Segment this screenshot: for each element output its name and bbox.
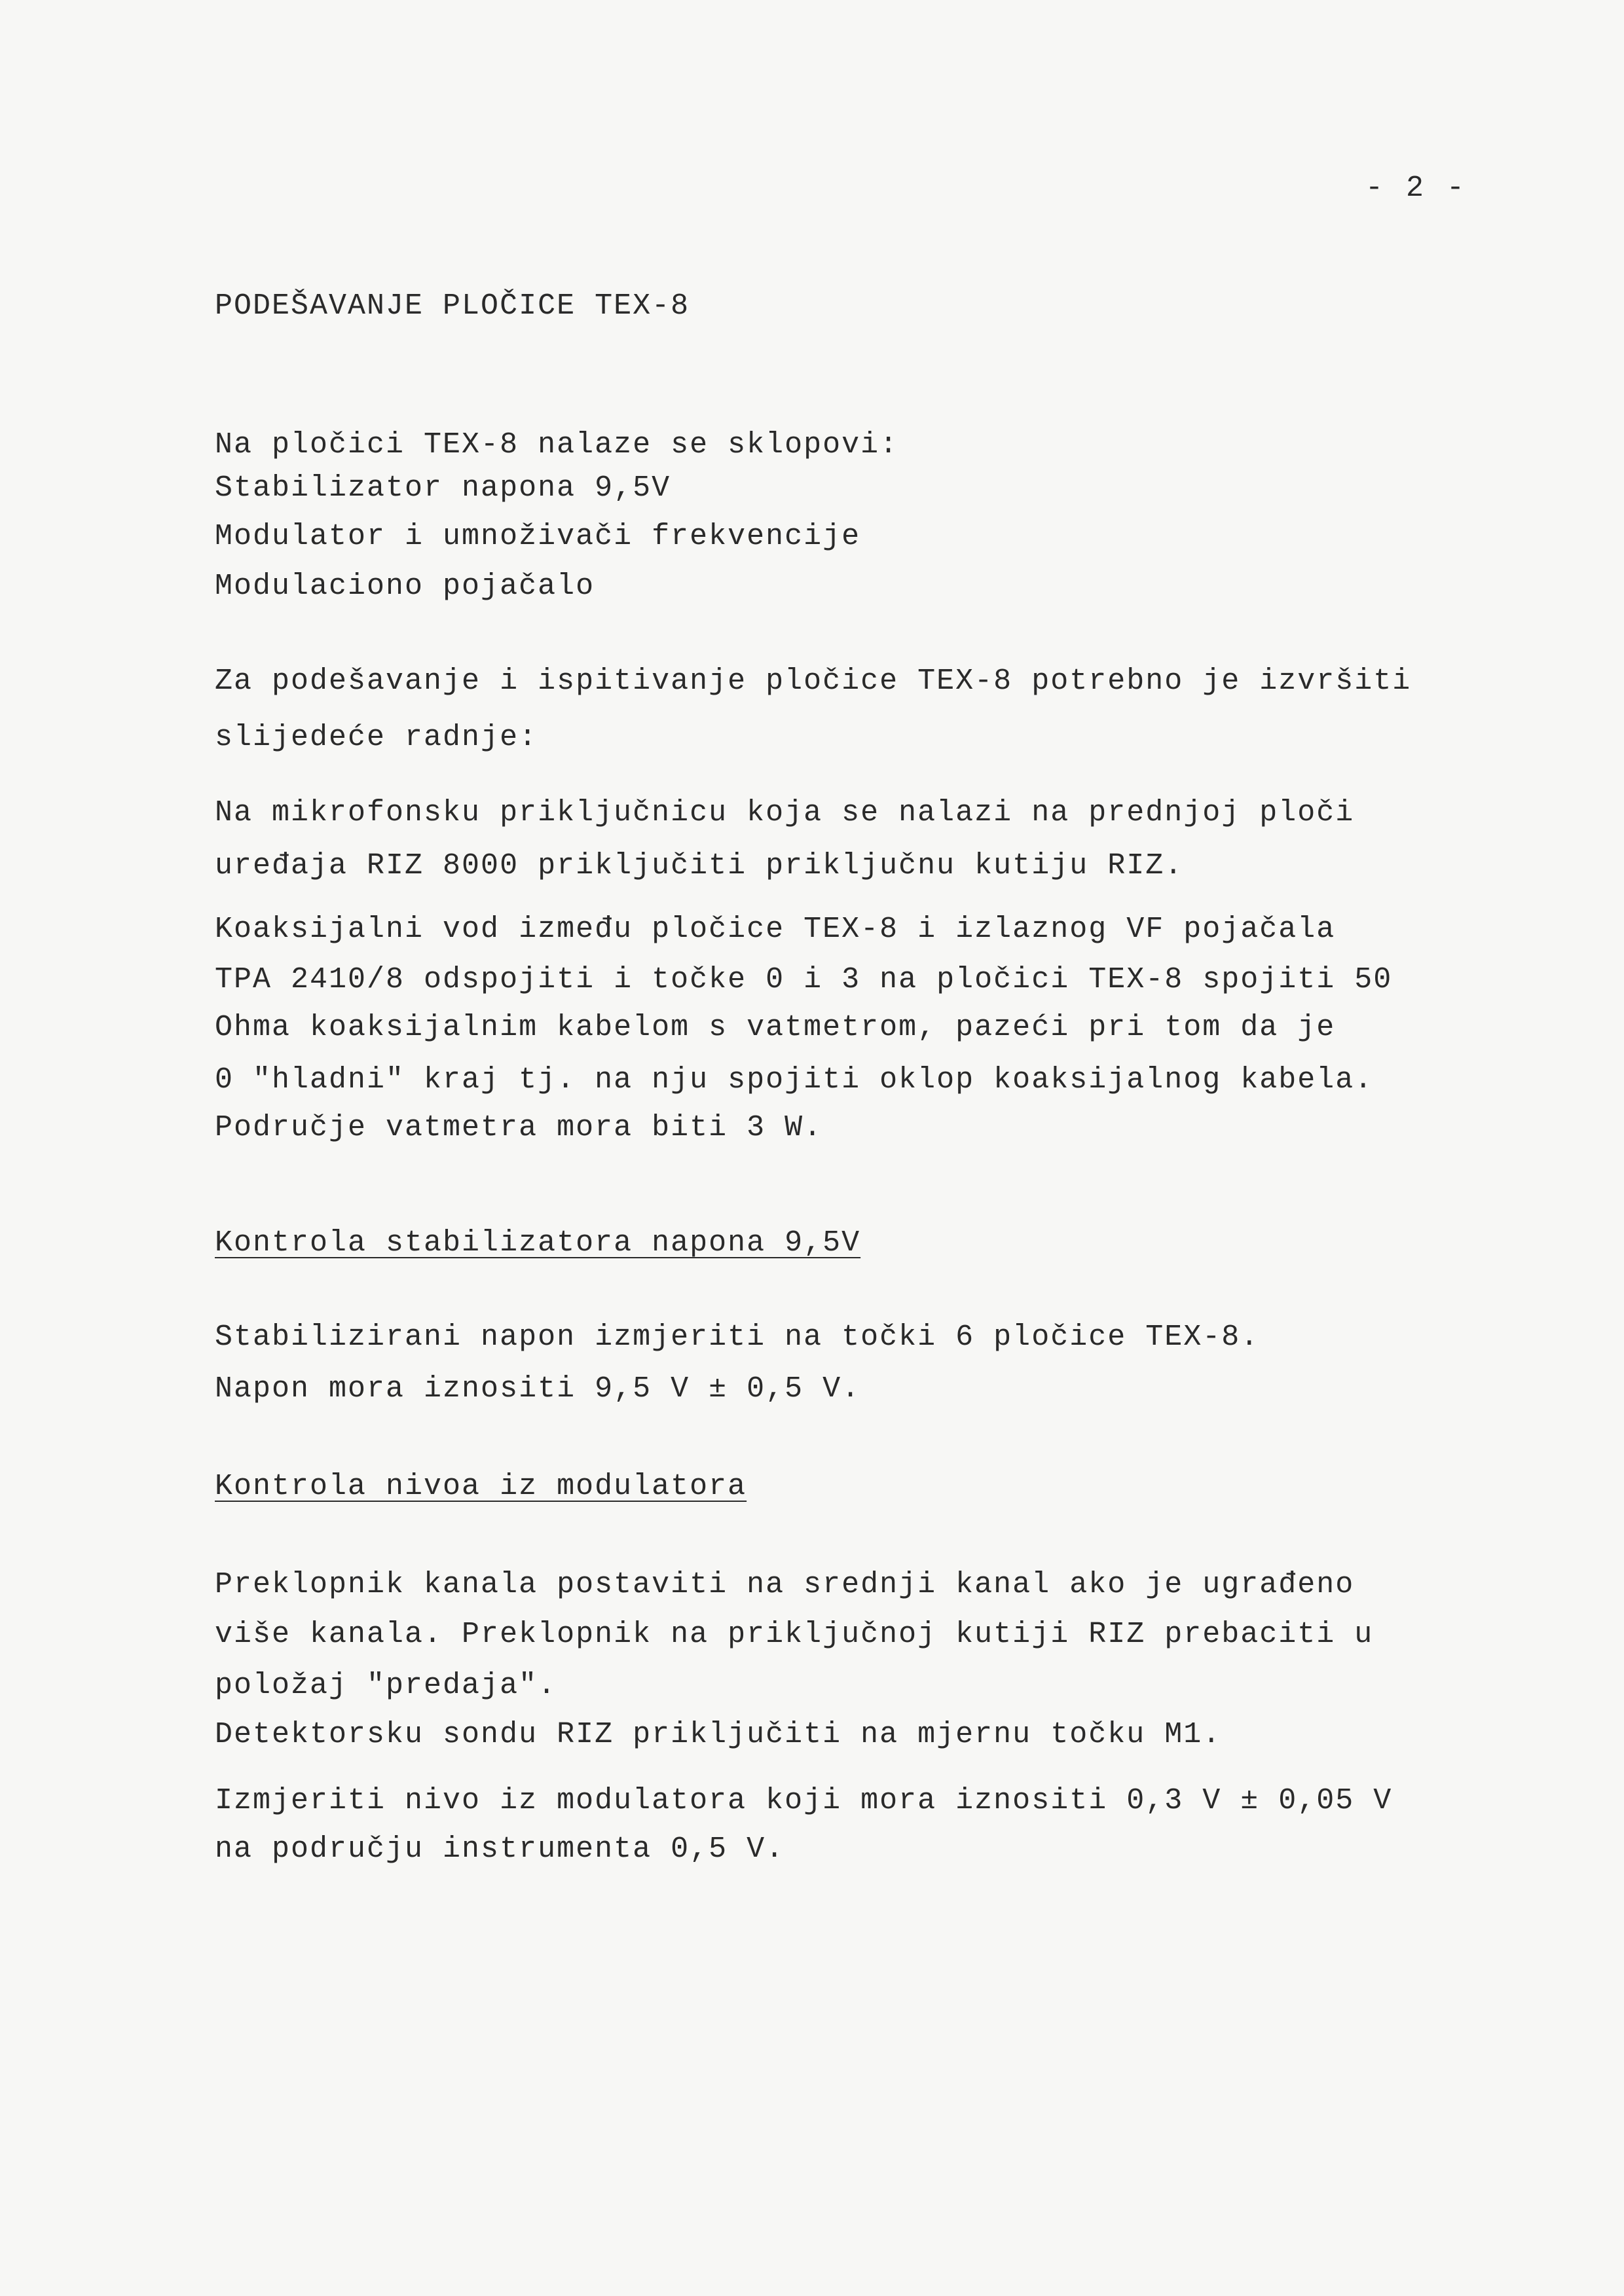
modulator-line: na području instrumenta 0,5 V. (215, 1832, 785, 1866)
step2-line: Ohma koaksijalnim kabelom s vatmetrom, pazeći pri tom da je (215, 1011, 1336, 1044)
page-number: - 2 - (1365, 172, 1467, 205)
preparation-line: slijedeće radnje: (215, 721, 538, 754)
preparation-line: Za podešavanje i ispitivanje pločice TEX-8 potrebno je izvršiti (215, 665, 1412, 698)
modulator-line: više kanala. Preklopnik na priključnoj kutiji RIZ prebaciti u (215, 1618, 1374, 1651)
modulator-line: Izmjeriti nivo iz modulatora koji mora iznositi 0,3 V ± 0,05 V (215, 1784, 1393, 1817)
intro-item: Modulaciono pojačalo (215, 570, 595, 603)
stabilizer-line: Stabilizirani napon izmjeriti na točki 6 pločice TEX-8. (215, 1321, 1260, 1354)
intro-item: Stabilizator napona 9,5V (215, 471, 671, 505)
step2-line: Koaksijalni vod između pločice TEX-8 i izlaznog VF pojačala (215, 913, 1336, 946)
section-heading-stabilizer: Kontrola stabilizatora napona 9,5V (215, 1226, 861, 1260)
modulator-line: Detektorsku sondu RIZ priključiti na mjernu točku M1. (215, 1718, 1222, 1751)
step2-line: 0 "hladni" kraj tj. na nju spojiti oklop koaksijalnog kabela. (215, 1063, 1374, 1097)
section-heading-modulator: Kontrola nivoa iz modulatora (215, 1470, 747, 1503)
modulator-line: Preklopnik kanala postaviti na srednji kanal ako je ugrađeno (215, 1568, 1355, 1601)
step2-line: Područje vatmetra mora biti 3 W. (215, 1111, 823, 1144)
step1-line: Na mikrofonsku priključnicu koja se nalazi na prednjoj ploči (215, 796, 1355, 829)
step2-line: TPA 2410/8 odspojiti i točke 0 i 3 na pločici TEX-8 spojiti 50 (215, 963, 1393, 996)
page-title: PODEŠAVANJE PLOČICE TEX-8 (215, 289, 690, 323)
stabilizer-line: Napon mora iznositi 9,5 V ± 0,5 V. (215, 1372, 861, 1406)
intro-heading: Na pločici TEX-8 nalaze se sklopovi: (215, 428, 899, 462)
intro-item: Modulator i umnoživači frekvencije (215, 520, 861, 553)
modulator-line: položaj "predaja". (215, 1669, 557, 1702)
step1-line: uređaja RIZ 8000 priključiti priključnu kutiju RIZ. (215, 849, 1184, 883)
